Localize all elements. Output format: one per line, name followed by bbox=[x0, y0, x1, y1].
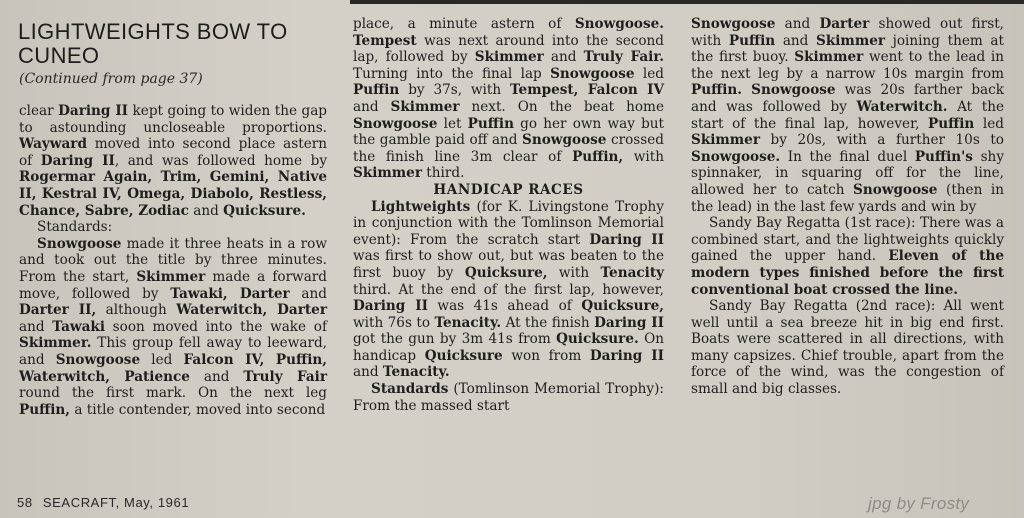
text-run: kept going to widen the gap to astounding uncloseable proportions. bbox=[19, 103, 328, 136]
boat-name: Daring II bbox=[589, 231, 664, 248]
boat-name: Snowgoose bbox=[751, 82, 836, 99]
text-run: won from bbox=[502, 347, 590, 364]
boat-name: Puffin bbox=[728, 32, 776, 49]
text-run: On handicap bbox=[353, 331, 664, 364]
text-run: was 41s ahead of bbox=[427, 298, 582, 315]
boat-name: Skimmer bbox=[390, 98, 460, 115]
boat-name: Waterwitch, Darter bbox=[176, 302, 327, 319]
boat-name: Puffin, bbox=[19, 401, 71, 418]
boat-name: Puffin. bbox=[691, 82, 743, 99]
text-run: (Tomlinson Memorial Trophy): From the massed start bbox=[353, 381, 664, 414]
text-run: and bbox=[188, 202, 224, 219]
paragraph bbox=[19, 103, 327, 219]
text-run: was next around into the second lap, followed by bbox=[353, 32, 664, 66]
column-rule bbox=[350, 0, 1024, 4]
text-run: moved into second place astern of bbox=[19, 136, 327, 169]
text-run: Sandy Bay Regatta (1st race): There was a combined start, and the lightweights quickly gained the upper hand. bbox=[691, 215, 1004, 265]
boat-name: Skimmer bbox=[794, 49, 864, 66]
text-run: shy spinnaker, in squaring off for the line, allowed her to catch bbox=[691, 148, 1004, 198]
boat-name: Snowgoose. bbox=[691, 148, 781, 165]
boat-name: Puffin bbox=[928, 115, 975, 132]
boat-name: Snowgoose bbox=[550, 65, 635, 82]
boat-name: Lightweights bbox=[371, 198, 471, 215]
boat-name: Rogermar Again, Trim, Gemini, Native II, Kestral IV, Omega, Diabolo, Restless, Chance, Sabre, Zodiac bbox=[19, 169, 327, 219]
text-run: (for K. Livingstone Trophy in conjunction with the Tomlinson Memorial event): From the scratch start bbox=[353, 198, 664, 248]
boat-name: Snowgoose. bbox=[574, 16, 664, 32]
paragraph bbox=[19, 236, 327, 419]
text-run: led bbox=[140, 351, 184, 368]
text-run: joining them at the first buoy. bbox=[691, 32, 1004, 66]
text-run: and bbox=[353, 98, 391, 115]
boat-name: Daring II bbox=[40, 152, 115, 169]
boat-name: Daring II bbox=[594, 314, 664, 331]
paragraph bbox=[691, 215, 1004, 298]
boat-name: Darter II, bbox=[19, 302, 97, 319]
boat-name: Daring II bbox=[353, 298, 428, 315]
text-run: At the finish bbox=[501, 314, 595, 331]
paragraph bbox=[19, 219, 327, 236]
boat-name: Standards bbox=[371, 381, 449, 398]
text-run: by 20s, with a further 10s to bbox=[759, 132, 1004, 149]
text-column-1 bbox=[19, 103, 327, 418]
boat-name: Daring II bbox=[589, 347, 664, 364]
boat-name: Quicksure, bbox=[464, 264, 548, 281]
boat-name: Tenacity. bbox=[382, 364, 450, 381]
boat-name: Tenacity. bbox=[434, 314, 502, 331]
continued-note: (Continued from page 37) bbox=[19, 71, 203, 87]
text-run: let bbox=[437, 115, 468, 132]
boat-name: Daring II bbox=[58, 103, 129, 119]
boat-name: Quicksure, bbox=[581, 298, 664, 315]
paragraph bbox=[691, 16, 1004, 215]
text-column-2 bbox=[353, 16, 664, 414]
text-run: went to the lead in the next leg by a narrow 10s margin from bbox=[691, 49, 1004, 82]
text-run: and bbox=[353, 364, 383, 381]
text-run: was 20s farther back and was followed by bbox=[691, 82, 1005, 115]
text-run: At the start of the final lap, however, bbox=[691, 98, 1004, 132]
boat-name: Tempest, Falcon IV bbox=[510, 82, 664, 99]
text-run: a title contender, moved into second bbox=[70, 401, 326, 418]
text-run: got the gun by 3m 41s from bbox=[353, 331, 557, 348]
boat-name: Quicksure. bbox=[556, 331, 639, 348]
text-column-3 bbox=[691, 16, 1004, 398]
boat-name: Snowgoose bbox=[55, 351, 141, 368]
text-run bbox=[742, 82, 751, 98]
text-run: and bbox=[19, 318, 53, 335]
text-run: In the final duel bbox=[780, 148, 915, 165]
text-run: made a forward move, followed by bbox=[19, 268, 328, 302]
boat-name: Quicksure. bbox=[223, 202, 306, 219]
text-run: led bbox=[974, 115, 1005, 132]
text-run: with bbox=[547, 264, 601, 281]
text-run: (then in the lead) in the last few yards and win by bbox=[691, 181, 1004, 215]
boat-name: Snowgoose bbox=[37, 235, 122, 252]
text-run: and bbox=[543, 49, 584, 66]
boat-name: Skimmer bbox=[474, 49, 544, 66]
text-run: go her own way but the gamble paid off and bbox=[353, 115, 664, 149]
text-run: round the first mark. On the next leg bbox=[19, 385, 327, 402]
text-run: and bbox=[775, 16, 820, 32]
boat-name: Skimmer bbox=[816, 32, 886, 49]
text-run: Standards: bbox=[37, 219, 113, 236]
text-run: with 76s to bbox=[353, 314, 435, 331]
text-run: Sandy Bay Regatta (2nd race): All went well until a sea breeze hit in big end first. Boats were scattered in all directions, with many capsizes. Chief trouble, apart from the force of the wind, was the congestion of small and big classes. bbox=[691, 298, 1004, 398]
text-run: and bbox=[189, 368, 244, 385]
boat-name: Snowgoose bbox=[691, 16, 776, 32]
boat-name: Quicksure bbox=[424, 347, 503, 364]
boat-name: Snowgoose bbox=[522, 132, 607, 149]
text-run: place, a minute astern of bbox=[353, 16, 575, 32]
boat-name: Tenacity bbox=[600, 264, 665, 281]
text-run: third. bbox=[421, 165, 465, 182]
boat-name: Eleven of the modern types finished before the first conventional boat crossed the line. bbox=[691, 248, 1004, 298]
text-run: although bbox=[96, 302, 177, 319]
section-subhead: HANDICAP RACES bbox=[433, 181, 584, 198]
boat-name: Skimmer bbox=[353, 165, 422, 182]
paragraph bbox=[691, 298, 1004, 398]
text-run: next. On the beat home bbox=[459, 98, 664, 115]
paragraph bbox=[353, 199, 664, 382]
paragraph bbox=[353, 16, 664, 182]
boat-name: Snowgoose bbox=[353, 115, 438, 132]
paragraph bbox=[353, 381, 664, 414]
text-run: , and was followed home by bbox=[114, 152, 327, 169]
publication-info: SEACRAFT, May, 1961 bbox=[42, 495, 190, 510]
text-run: and bbox=[289, 285, 327, 302]
text-run: by 37s, with bbox=[399, 82, 510, 99]
boat-name: Tawaki bbox=[52, 318, 105, 335]
text-run: with bbox=[623, 148, 664, 165]
page-number: 58 bbox=[17, 495, 33, 510]
boat-name: Truly Fair. bbox=[583, 49, 664, 66]
text-run: third. At the end of the first lap, however, bbox=[353, 281, 664, 298]
text-run: This group fell away to leeward, and bbox=[19, 335, 327, 368]
text-run: soon moved into the wake of bbox=[104, 318, 327, 335]
text-run: led bbox=[634, 65, 664, 82]
text-run: made it three heats in a row and took out the title by three minutes. From the start, bbox=[19, 235, 327, 285]
boat-name: Falcon IV, Puffin, Waterwitch, Patience bbox=[19, 351, 327, 385]
text-run: crossed the finish line 3m clear of bbox=[353, 132, 664, 165]
watermark: jpg by Frosty bbox=[868, 494, 970, 513]
text-run: and bbox=[775, 32, 817, 49]
article-headline: LIGHTWEIGHTS BOW TO CUNEO bbox=[18, 19, 288, 68]
boat-name: Skimmer bbox=[136, 268, 206, 285]
text-run: clear bbox=[19, 103, 59, 119]
boat-name: Puffin, bbox=[572, 148, 624, 165]
text-run: Turning into the final lap bbox=[353, 65, 551, 82]
boat-name: Waterwitch. bbox=[856, 98, 948, 115]
boat-name: Puffin's bbox=[914, 148, 973, 165]
boat-name: Skimmer bbox=[691, 132, 760, 149]
boat-name: Tawaki, Darter bbox=[170, 285, 290, 302]
boat-name: Puffin bbox=[353, 82, 400, 99]
boat-name: Wayward bbox=[19, 136, 87, 153]
page-footer bbox=[17, 495, 189, 510]
boat-name: Truly Fair bbox=[243, 368, 327, 385]
boat-name: Tempest bbox=[353, 32, 417, 49]
boat-name: Snowgoose bbox=[853, 181, 938, 198]
text-run: was first to show out, but was beaten to the first buoy by bbox=[353, 248, 664, 281]
text-run: showed out first, with bbox=[691, 16, 1004, 49]
boat-name: Puffin bbox=[467, 115, 514, 132]
boat-name: Darter bbox=[819, 16, 870, 32]
boat-name: Skimmer. bbox=[19, 335, 92, 352]
